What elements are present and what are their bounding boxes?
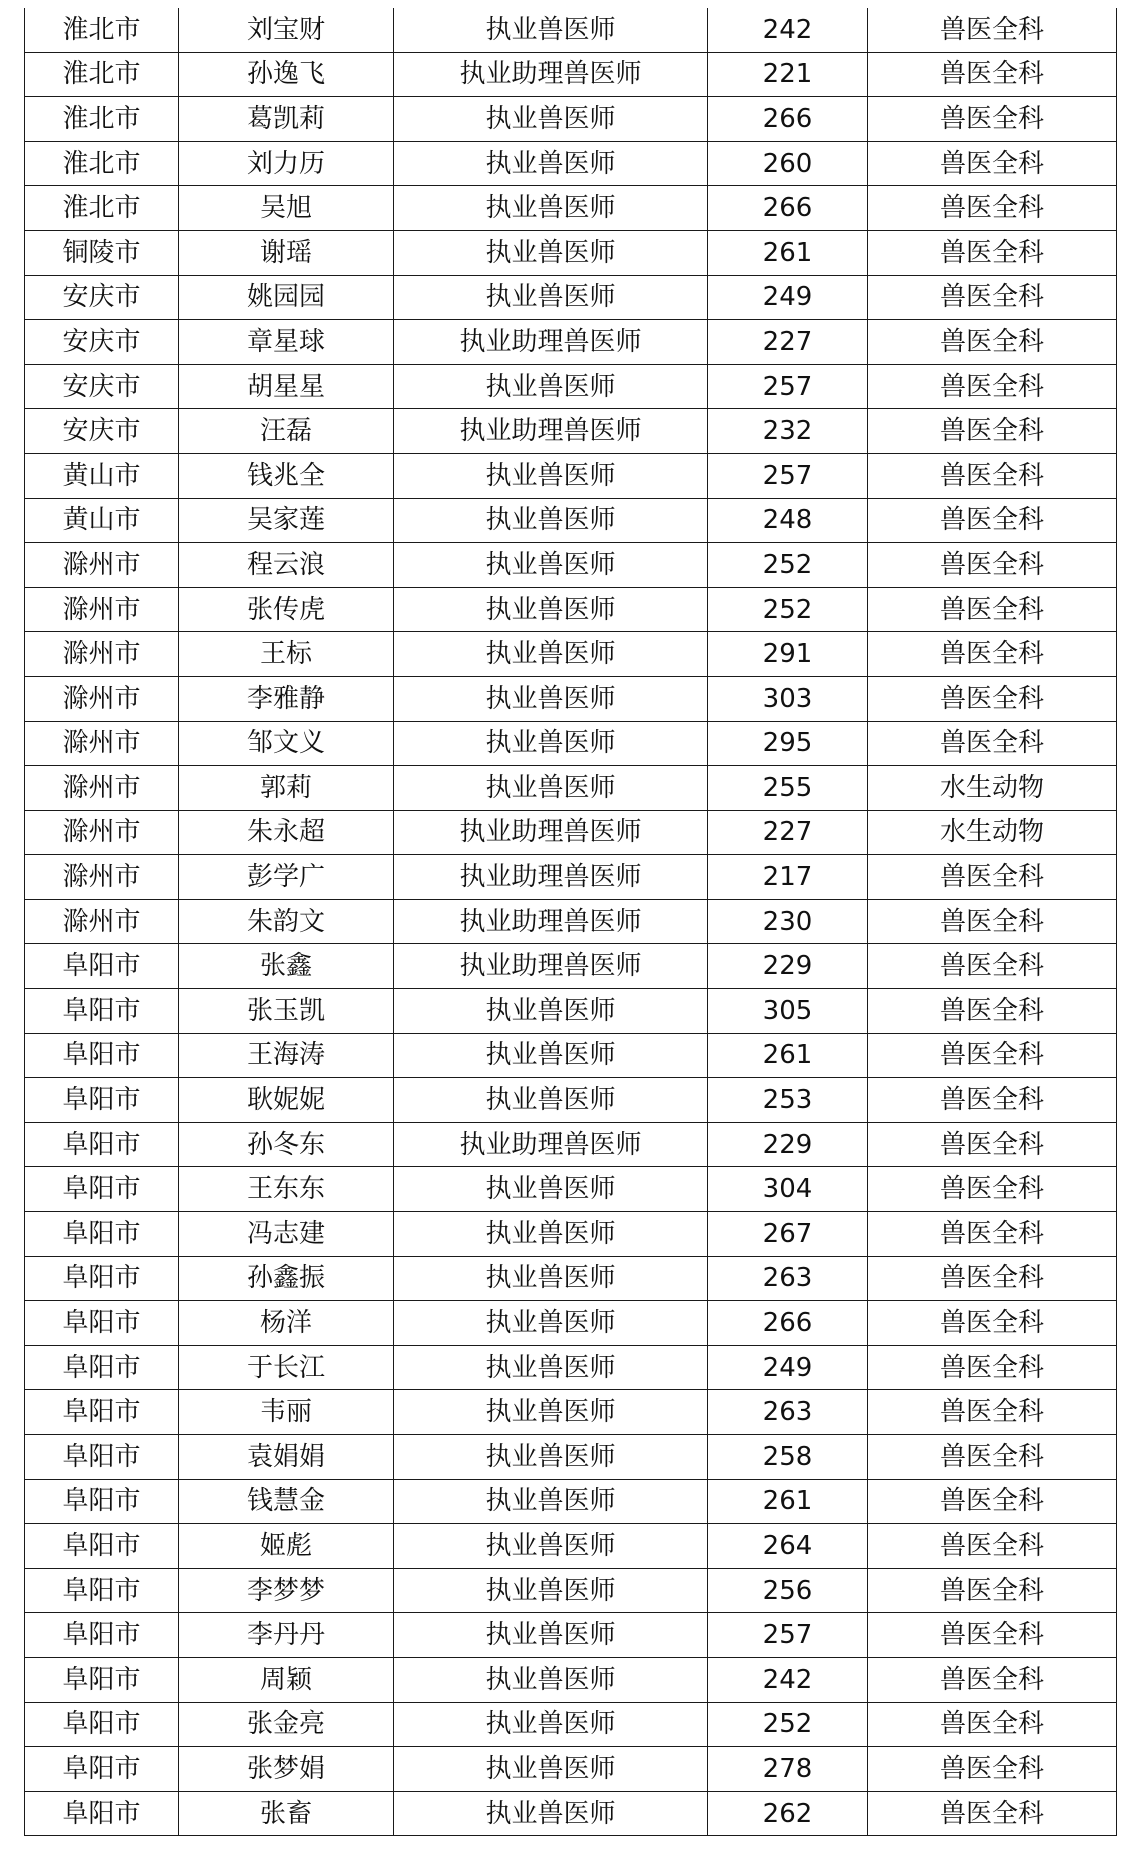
name-cell: 张传虎 — [179, 587, 394, 632]
certification-cell: 执业兽医师 — [394, 721, 708, 766]
table-row — [25, 8, 1117, 52]
certification-cell: 执业兽医师 — [394, 766, 708, 811]
city-cell: 安庆市 — [25, 409, 179, 454]
city-cell: 阜阳市 — [25, 1524, 179, 1569]
city-cell: 阜阳市 — [25, 1078, 179, 1123]
category-cell: 兽医全科 — [868, 1256, 1117, 1301]
category-cell: 兽医全科 — [868, 543, 1117, 588]
certification-cell: 执业兽医师 — [394, 453, 708, 498]
score-cell: 263 — [708, 1390, 868, 1435]
city-cell: 阜阳市 — [25, 1747, 179, 1792]
score-cell: 295 — [708, 721, 868, 766]
table-row — [25, 1256, 1117, 1301]
table-row — [25, 1033, 1117, 1078]
name-cell: 李梦梦 — [179, 1568, 394, 1613]
category-cell: 兽医全科 — [868, 8, 1117, 52]
category-cell: 兽医全科 — [868, 899, 1117, 944]
certification-cell: 执业兽医师 — [394, 1078, 708, 1123]
category-cell: 兽医全科 — [868, 1345, 1117, 1390]
score-cell: 261 — [708, 230, 868, 275]
name-cell: 郭莉 — [179, 766, 394, 811]
name-cell: 章星球 — [179, 320, 394, 365]
certification-cell: 执业兽医师 — [394, 1212, 708, 1257]
score-cell: 266 — [708, 1301, 868, 1346]
table-row — [25, 275, 1117, 320]
score-cell: 229 — [708, 944, 868, 989]
score-cell: 229 — [708, 1122, 868, 1167]
category-cell: 兽医全科 — [868, 52, 1117, 97]
table-row — [25, 1479, 1117, 1524]
results-table — [24, 8, 1117, 1836]
name-cell: 王海涛 — [179, 1033, 394, 1078]
table-row — [25, 899, 1117, 944]
certification-cell: 执业兽医师 — [394, 1256, 708, 1301]
score-cell: 256 — [708, 1568, 868, 1613]
category-cell: 兽医全科 — [868, 364, 1117, 409]
certification-cell: 执业兽医师 — [394, 8, 708, 52]
name-cell: 李丹丹 — [179, 1613, 394, 1658]
score-cell: 267 — [708, 1212, 868, 1257]
table-row — [25, 320, 1117, 365]
score-cell: 260 — [708, 141, 868, 186]
certification-cell: 执业助理兽医师 — [394, 944, 708, 989]
category-cell: 兽医全科 — [868, 989, 1117, 1034]
score-cell: 248 — [708, 498, 868, 543]
city-cell: 淮北市 — [25, 186, 179, 231]
category-cell: 兽医全科 — [868, 1212, 1117, 1257]
table-row — [25, 1345, 1117, 1390]
city-cell: 滁州市 — [25, 587, 179, 632]
table-row — [25, 1524, 1117, 1569]
name-cell: 吴家莲 — [179, 498, 394, 543]
category-cell: 兽医全科 — [868, 1078, 1117, 1123]
table-row — [25, 364, 1117, 409]
certification-cell: 执业兽医师 — [394, 1657, 708, 1702]
score-cell: 266 — [708, 97, 868, 142]
certification-cell: 执业兽医师 — [394, 543, 708, 588]
category-cell: 兽医全科 — [868, 1702, 1117, 1747]
certification-cell: 执业兽医师 — [394, 1524, 708, 1569]
city-cell: 安庆市 — [25, 275, 179, 320]
score-cell: 227 — [708, 810, 868, 855]
category-cell: 兽医全科 — [868, 97, 1117, 142]
certification-cell: 执业兽医师 — [394, 1791, 708, 1836]
city-cell: 滁州市 — [25, 676, 179, 721]
name-cell: 汪磊 — [179, 409, 394, 454]
table-row — [25, 1747, 1117, 1792]
category-cell: 兽医全科 — [868, 186, 1117, 231]
score-cell: 304 — [708, 1167, 868, 1212]
category-cell: 兽医全科 — [868, 721, 1117, 766]
name-cell: 王东东 — [179, 1167, 394, 1212]
category-cell: 兽医全科 — [868, 498, 1117, 543]
name-cell: 李雅静 — [179, 676, 394, 721]
city-cell: 黄山市 — [25, 498, 179, 543]
certification-cell: 执业兽医师 — [394, 1167, 708, 1212]
name-cell: 韦丽 — [179, 1390, 394, 1435]
city-cell: 阜阳市 — [25, 1568, 179, 1613]
name-cell: 吴旭 — [179, 186, 394, 231]
name-cell: 葛凯莉 — [179, 97, 394, 142]
score-cell: 257 — [708, 453, 868, 498]
city-cell: 滁州市 — [25, 632, 179, 677]
name-cell: 王标 — [179, 632, 394, 677]
table-row — [25, 543, 1117, 588]
table-row — [25, 721, 1117, 766]
certification-cell: 执业助理兽医师 — [394, 409, 708, 454]
category-cell: 兽医全科 — [868, 1657, 1117, 1702]
score-cell: 257 — [708, 364, 868, 409]
table-row — [25, 1791, 1117, 1836]
city-cell: 淮北市 — [25, 141, 179, 186]
certification-cell: 执业兽医师 — [394, 275, 708, 320]
table-row — [25, 587, 1117, 632]
category-cell: 兽医全科 — [868, 632, 1117, 677]
city-cell: 阜阳市 — [25, 1122, 179, 1167]
category-cell: 兽医全科 — [868, 1613, 1117, 1658]
certification-cell: 执业兽医师 — [394, 1390, 708, 1435]
score-cell: 221 — [708, 52, 868, 97]
category-cell: 兽医全科 — [868, 855, 1117, 900]
certification-cell: 执业助理兽医师 — [394, 52, 708, 97]
city-cell: 阜阳市 — [25, 1390, 179, 1435]
certification-cell: 执业兽医师 — [394, 1702, 708, 1747]
certification-cell: 执业兽医师 — [394, 1301, 708, 1346]
certification-cell: 执业兽医师 — [394, 97, 708, 142]
table-row — [25, 186, 1117, 231]
certification-cell: 执业兽医师 — [394, 1345, 708, 1390]
certification-cell: 执业兽医师 — [394, 989, 708, 1034]
city-cell: 阜阳市 — [25, 1212, 179, 1257]
category-cell: 水生动物 — [868, 766, 1117, 811]
score-cell: 217 — [708, 855, 868, 900]
table-row — [25, 498, 1117, 543]
name-cell: 朱韵文 — [179, 899, 394, 944]
city-cell: 阜阳市 — [25, 1167, 179, 1212]
city-cell: 安庆市 — [25, 320, 179, 365]
city-cell: 淮北市 — [25, 8, 179, 52]
category-cell: 兽医全科 — [868, 320, 1117, 365]
table-row — [25, 989, 1117, 1034]
score-cell: 266 — [708, 186, 868, 231]
name-cell: 刘宝财 — [179, 8, 394, 52]
score-cell: 253 — [708, 1078, 868, 1123]
score-cell: 252 — [708, 1702, 868, 1747]
city-cell: 阜阳市 — [25, 1613, 179, 1658]
score-cell: 255 — [708, 766, 868, 811]
table-row — [25, 944, 1117, 989]
name-cell: 程云浪 — [179, 543, 394, 588]
name-cell: 胡星星 — [179, 364, 394, 409]
table-row — [25, 1702, 1117, 1747]
certification-cell: 执业兽医师 — [394, 676, 708, 721]
certification-cell: 执业兽医师 — [394, 1435, 708, 1480]
city-cell: 滁州市 — [25, 899, 179, 944]
certification-cell: 执业助理兽医师 — [394, 899, 708, 944]
name-cell: 耿妮妮 — [179, 1078, 394, 1123]
category-cell: 兽医全科 — [868, 1568, 1117, 1613]
city-cell: 阜阳市 — [25, 1435, 179, 1480]
city-cell: 阜阳市 — [25, 989, 179, 1034]
city-cell: 阜阳市 — [25, 1657, 179, 1702]
city-cell: 滁州市 — [25, 855, 179, 900]
score-cell: 305 — [708, 989, 868, 1034]
city-cell: 阜阳市 — [25, 1033, 179, 1078]
score-cell: 252 — [708, 543, 868, 588]
city-cell: 安庆市 — [25, 364, 179, 409]
city-cell: 淮北市 — [25, 52, 179, 97]
certification-cell: 执业兽医师 — [394, 364, 708, 409]
results-table-body — [25, 8, 1117, 1836]
city-cell: 阜阳市 — [25, 1345, 179, 1390]
certification-cell: 执业兽医师 — [394, 1747, 708, 1792]
category-cell: 兽医全科 — [868, 1747, 1117, 1792]
name-cell: 杨洋 — [179, 1301, 394, 1346]
name-cell: 彭学广 — [179, 855, 394, 900]
score-cell: 258 — [708, 1435, 868, 1480]
city-cell: 滁州市 — [25, 721, 179, 766]
score-cell: 264 — [708, 1524, 868, 1569]
name-cell: 张玉凯 — [179, 989, 394, 1034]
table-row — [25, 1657, 1117, 1702]
table-row — [25, 632, 1117, 677]
category-cell: 兽医全科 — [868, 453, 1117, 498]
certification-cell: 执业兽医师 — [394, 632, 708, 677]
table-row — [25, 676, 1117, 721]
score-cell: 249 — [708, 275, 868, 320]
table-row — [25, 1613, 1117, 1658]
city-cell: 阜阳市 — [25, 1702, 179, 1747]
category-cell: 兽医全科 — [868, 1479, 1117, 1524]
name-cell: 于长江 — [179, 1345, 394, 1390]
name-cell: 钱慧金 — [179, 1479, 394, 1524]
category-cell: 兽医全科 — [868, 141, 1117, 186]
certification-cell: 执业兽医师 — [394, 230, 708, 275]
name-cell: 邹文义 — [179, 721, 394, 766]
score-cell: 242 — [708, 1657, 868, 1702]
name-cell: 姚园园 — [179, 275, 394, 320]
table-row — [25, 855, 1117, 900]
certification-cell: 执业兽医师 — [394, 141, 708, 186]
category-cell: 兽医全科 — [868, 1033, 1117, 1078]
table-row — [25, 453, 1117, 498]
city-cell: 铜陵市 — [25, 230, 179, 275]
score-cell: 257 — [708, 1613, 868, 1658]
category-cell: 水生动物 — [868, 810, 1117, 855]
category-cell: 兽医全科 — [868, 587, 1117, 632]
table-row — [25, 1167, 1117, 1212]
score-cell: 242 — [708, 8, 868, 52]
score-cell: 252 — [708, 587, 868, 632]
score-cell: 232 — [708, 409, 868, 454]
category-cell: 兽医全科 — [868, 944, 1117, 989]
name-cell: 刘力历 — [179, 141, 394, 186]
category-cell: 兽医全科 — [868, 275, 1117, 320]
score-cell: 291 — [708, 632, 868, 677]
city-cell: 阜阳市 — [25, 1791, 179, 1836]
name-cell: 孙逸飞 — [179, 52, 394, 97]
category-cell: 兽医全科 — [868, 1167, 1117, 1212]
certification-cell: 执业兽医师 — [394, 1479, 708, 1524]
certification-cell: 执业助理兽医师 — [394, 855, 708, 900]
score-cell: 261 — [708, 1479, 868, 1524]
table-row — [25, 766, 1117, 811]
table-row — [25, 1568, 1117, 1613]
name-cell: 周颖 — [179, 1657, 394, 1702]
name-cell: 孙冬东 — [179, 1122, 394, 1167]
name-cell: 朱永超 — [179, 810, 394, 855]
name-cell: 谢瑶 — [179, 230, 394, 275]
table-row — [25, 810, 1117, 855]
name-cell: 袁娟娟 — [179, 1435, 394, 1480]
score-cell: 303 — [708, 676, 868, 721]
score-cell: 230 — [708, 899, 868, 944]
certification-cell: 执业助理兽医师 — [394, 1122, 708, 1167]
score-cell: 261 — [708, 1033, 868, 1078]
score-cell: 263 — [708, 1256, 868, 1301]
table-row — [25, 141, 1117, 186]
name-cell: 钱兆全 — [179, 453, 394, 498]
category-cell: 兽医全科 — [868, 409, 1117, 454]
category-cell: 兽医全科 — [868, 676, 1117, 721]
category-cell: 兽医全科 — [868, 1390, 1117, 1435]
city-cell: 阜阳市 — [25, 1301, 179, 1346]
score-cell: 249 — [708, 1345, 868, 1390]
city-cell: 淮北市 — [25, 97, 179, 142]
certification-cell: 执业兽医师 — [394, 1613, 708, 1658]
table-row — [25, 52, 1117, 97]
table-row — [25, 1435, 1117, 1480]
name-cell: 张畜 — [179, 1791, 394, 1836]
table-row — [25, 1212, 1117, 1257]
name-cell: 姬彪 — [179, 1524, 394, 1569]
name-cell: 张梦娟 — [179, 1747, 394, 1792]
table-row — [25, 97, 1117, 142]
name-cell: 张金亮 — [179, 1702, 394, 1747]
table-row — [25, 1390, 1117, 1435]
category-cell: 兽医全科 — [868, 1435, 1117, 1480]
city-cell: 黄山市 — [25, 453, 179, 498]
certification-cell: 执业兽医师 — [394, 1033, 708, 1078]
city-cell: 滁州市 — [25, 766, 179, 811]
table-row — [25, 1078, 1117, 1123]
certification-cell: 执业助理兽医师 — [394, 810, 708, 855]
category-cell: 兽医全科 — [868, 1301, 1117, 1346]
city-cell: 阜阳市 — [25, 944, 179, 989]
city-cell: 滁州市 — [25, 543, 179, 588]
name-cell: 孙鑫振 — [179, 1256, 394, 1301]
table-row — [25, 409, 1117, 454]
certification-cell: 执业兽医师 — [394, 587, 708, 632]
category-cell: 兽医全科 — [868, 1524, 1117, 1569]
name-cell: 冯志建 — [179, 1212, 394, 1257]
certification-cell: 执业兽医师 — [394, 498, 708, 543]
city-cell: 阜阳市 — [25, 1479, 179, 1524]
score-cell: 227 — [708, 320, 868, 365]
name-cell: 张鑫 — [179, 944, 394, 989]
city-cell: 滁州市 — [25, 810, 179, 855]
table-row — [25, 1122, 1117, 1167]
table-row — [25, 1301, 1117, 1346]
city-cell: 阜阳市 — [25, 1256, 179, 1301]
category-cell: 兽医全科 — [868, 230, 1117, 275]
certification-cell: 执业兽医师 — [394, 1568, 708, 1613]
score-cell: 278 — [708, 1747, 868, 1792]
category-cell: 兽医全科 — [868, 1122, 1117, 1167]
document-page — [24, 8, 1116, 1836]
certification-cell: 执业兽医师 — [394, 186, 708, 231]
table-row — [25, 230, 1117, 275]
score-cell: 262 — [708, 1791, 868, 1836]
category-cell: 兽医全科 — [868, 1791, 1117, 1836]
certification-cell: 执业助理兽医师 — [394, 320, 708, 365]
